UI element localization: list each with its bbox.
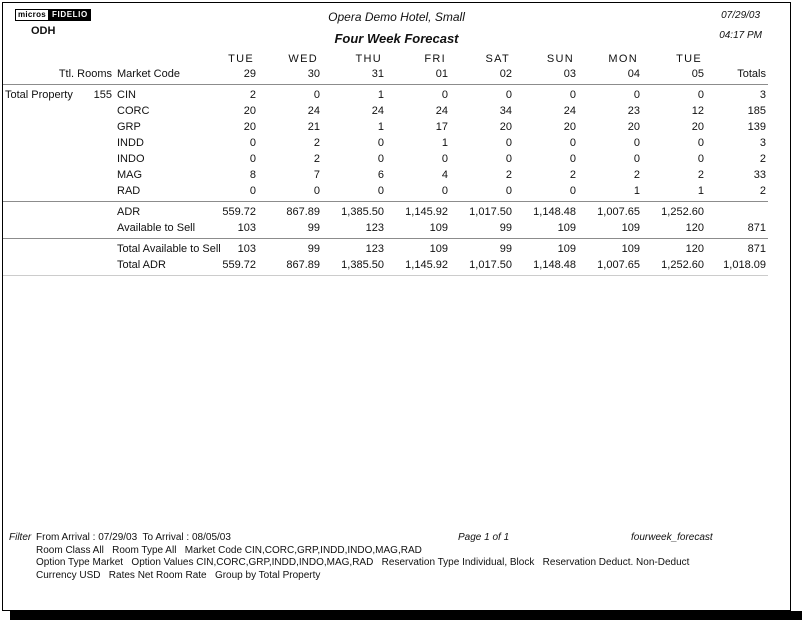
value-cell: 1,017.50 <box>469 206 512 218</box>
table-row <box>3 167 768 183</box>
ttl-rooms-cell <box>49 135 113 151</box>
value-cell: 0 <box>697 153 704 165</box>
value-cell: 1,145.92 <box>405 259 448 271</box>
row-label-cell: MAG <box>117 169 143 181</box>
value-cell: 2 <box>249 89 256 101</box>
row-label-cell: Available to Sell <box>117 222 196 234</box>
group-label-cell <box>3 151 49 167</box>
group-label-cell <box>3 103 49 119</box>
date-row <box>3 66 768 82</box>
value-cell: 0 <box>441 153 448 165</box>
value-cell: 559.72 <box>222 206 256 218</box>
report-page <box>2 2 791 611</box>
page-bottom-shadow <box>10 611 802 620</box>
value-cell: 20 <box>563 121 576 133</box>
fidelio-logo-text: FIDELIO <box>49 9 91 21</box>
report-title: Four Week Forecast <box>334 31 459 46</box>
adr-available-section <box>3 202 768 239</box>
row-label-cell: INDO <box>117 153 145 165</box>
day-name-row <box>3 52 768 66</box>
day-name-header: MON <box>608 53 638 65</box>
value-cell: 0 <box>697 89 704 101</box>
group-label-cell <box>3 204 49 220</box>
value-cell: 0 <box>377 153 384 165</box>
day-date-header: 05 <box>691 68 704 80</box>
value-cell: 0 <box>313 185 320 197</box>
total-cell: 871 <box>747 243 766 255</box>
day-name-header: SUN <box>546 53 574 65</box>
ttl-rooms-cell <box>49 220 113 236</box>
value-cell: 0 <box>569 185 576 197</box>
ttl-rooms-cell <box>49 103 113 119</box>
value-cell: 1 <box>441 137 448 149</box>
value-cell: 109 <box>621 243 640 255</box>
value-cell: 1,017.50 <box>469 259 512 271</box>
value-cell: 1,252.60 <box>661 259 704 271</box>
table-row <box>3 151 768 167</box>
value-cell: 0 <box>377 185 384 197</box>
value-cell: 2 <box>313 137 320 149</box>
value-cell: 0 <box>249 137 256 149</box>
value-cell: 103 <box>237 222 256 234</box>
empty-cell <box>49 52 113 66</box>
value-cell: 103 <box>237 243 256 255</box>
value-cell: 7 <box>313 169 320 181</box>
value-cell: 2 <box>313 153 320 165</box>
value-cell: 99 <box>307 243 320 255</box>
value-cell: 109 <box>621 222 640 234</box>
value-cell: 12 <box>691 105 704 117</box>
value-cell: 1 <box>633 185 640 197</box>
value-cell: 0 <box>505 137 512 149</box>
ttl-rooms-cell <box>49 257 113 273</box>
table-row <box>3 257 768 273</box>
filter-line: Option Type Market Option Values CIN,CORC,GRP,INDD,INDO,MAG,RAD Reservation Type Individual, Block Reservation Deduct. Non-Deduct <box>36 557 690 569</box>
value-cell: 34 <box>499 105 512 117</box>
day-name-header: TUE <box>676 53 702 65</box>
value-cell: 0 <box>697 137 704 149</box>
value-cell: 0 <box>505 185 512 197</box>
group-label-cell <box>3 257 49 273</box>
value-cell: 1 <box>377 89 384 101</box>
value-cell: 24 <box>563 105 576 117</box>
value-cell: 1,148.48 <box>533 259 576 271</box>
value-cell: 1,148.48 <box>533 206 576 218</box>
day-date-header: 04 <box>627 68 640 80</box>
ttl-rooms-cell <box>49 241 113 257</box>
group-label-cell <box>3 167 49 183</box>
value-cell: 0 <box>505 89 512 101</box>
value-cell: 1 <box>697 185 704 197</box>
value-cell: 867.89 <box>286 206 320 218</box>
value-cell: 109 <box>557 222 576 234</box>
value-cell: 0 <box>249 185 256 197</box>
value-cell: 20 <box>243 105 256 117</box>
filter-label: Filter <box>9 532 32 543</box>
day-name-header: THU <box>355 53 382 65</box>
row-label-cell: Total ADR <box>117 259 166 271</box>
value-cell: 559.72 <box>222 259 256 271</box>
value-cell: 0 <box>505 153 512 165</box>
group-label-cell <box>3 183 49 199</box>
market-code-section <box>3 85 768 202</box>
table-row <box>3 87 768 103</box>
value-cell: 0 <box>569 153 576 165</box>
group-label-cell <box>3 135 49 151</box>
row-label-cell: CORC <box>117 105 150 117</box>
report-datetime <box>719 10 762 41</box>
value-cell: 99 <box>499 222 512 234</box>
day-name-header: SAT <box>485 53 510 65</box>
day-date-header: 30 <box>307 68 320 80</box>
hotel-name: Opera Demo Hotel, Small <box>328 10 465 24</box>
day-date-header: 02 <box>499 68 512 80</box>
row-label-cell: CIN <box>117 89 136 101</box>
value-cell: 1,145.92 <box>405 206 448 218</box>
total-cell <box>705 204 767 220</box>
value-cell: 0 <box>633 153 640 165</box>
value-cell: 0 <box>313 89 320 101</box>
value-cell: 2 <box>505 169 512 181</box>
micros-logo-text: micros <box>15 9 49 21</box>
value-cell: 1,385.50 <box>341 259 384 271</box>
ttl-rooms-header: Ttl. Rooms <box>58 68 112 80</box>
value-cell: 21 <box>307 121 320 133</box>
group-label-cell <box>3 220 49 236</box>
table-row <box>3 220 768 236</box>
totals-section <box>3 239 768 276</box>
row-label-cell: Total Available to Sell <box>117 243 221 255</box>
value-cell: 20 <box>243 121 256 133</box>
value-cell: 109 <box>429 243 448 255</box>
value-cell: 0 <box>441 89 448 101</box>
total-cell: 2 <box>759 153 766 165</box>
table-row <box>3 119 768 135</box>
value-cell: 1,007.65 <box>597 206 640 218</box>
value-cell: 0 <box>633 89 640 101</box>
value-cell: 1,385.50 <box>341 206 384 218</box>
total-cell: 2 <box>759 185 766 197</box>
empty-cell <box>705 52 767 66</box>
value-cell: 109 <box>429 222 448 234</box>
ttl-rooms-cell <box>49 119 113 135</box>
day-name-header: WED <box>288 53 318 65</box>
total-cell: 1,018.09 <box>723 259 766 271</box>
total-cell: 139 <box>747 121 766 133</box>
value-cell: 123 <box>365 222 384 234</box>
row-label-cell: GRP <box>117 121 141 133</box>
report-time: 04:17 PM <box>719 30 762 41</box>
filter-line: From Arrival : 07/29/03 To Arrival : 08/05/03 <box>36 532 231 543</box>
value-cell: 0 <box>377 137 384 149</box>
row-label-cell: RAD <box>117 185 141 197</box>
value-cell: 6 <box>377 169 384 181</box>
ttl-rooms-cell <box>49 167 113 183</box>
value-cell: 120 <box>685 222 704 234</box>
table-row <box>3 241 768 257</box>
filter-line: Room Class All Room Type All Market Code CIN,CORC,GRP,INDD,INDO,MAG,RAD <box>36 544 422 556</box>
table-row <box>3 103 768 119</box>
property-code: ODH <box>31 25 56 37</box>
totals-header: Totals <box>737 68 766 80</box>
ttl-rooms-cell: 155 <box>93 89 112 101</box>
total-cell: 3 <box>759 89 766 101</box>
day-name-header: TUE <box>228 53 254 65</box>
group-label-cell <box>3 119 49 135</box>
value-cell: 0 <box>569 89 576 101</box>
total-cell: 33 <box>753 169 766 181</box>
value-cell: 17 <box>435 121 448 133</box>
value-cell: 8 <box>249 169 256 181</box>
forecast-table <box>3 52 768 276</box>
value-cell: 99 <box>307 222 320 234</box>
group-label-cell: Total Property <box>5 89 73 101</box>
table-header <box>3 52 768 85</box>
value-cell: 120 <box>685 243 704 255</box>
value-cell: 1,252.60 <box>661 206 704 218</box>
table-row <box>3 204 768 220</box>
total-cell: 185 <box>747 105 766 117</box>
value-cell: 20 <box>627 121 640 133</box>
row-label-cell: INDD <box>117 137 144 149</box>
value-cell: 23 <box>627 105 640 117</box>
value-cell: 24 <box>371 105 384 117</box>
day-date-header: 29 <box>243 68 256 80</box>
row-label-cell: ADR <box>117 206 141 218</box>
value-cell: 2 <box>633 169 640 181</box>
day-date-header: 03 <box>563 68 576 80</box>
value-cell: 99 <box>499 243 512 255</box>
group-label-cell <box>3 241 49 257</box>
value-cell: 24 <box>307 105 320 117</box>
value-cell: 1 <box>377 121 384 133</box>
report-file-name: fourweek_forecast <box>631 532 713 543</box>
value-cell: 123 <box>365 243 384 255</box>
value-cell: 109 <box>557 243 576 255</box>
empty-cell <box>113 52 193 66</box>
report-header <box>3 10 790 46</box>
total-cell: 871 <box>747 222 766 234</box>
page-info: Page 1 of 1 <box>458 532 510 543</box>
table-row <box>3 135 768 151</box>
day-date-header: 31 <box>371 68 384 80</box>
value-cell: 867.89 <box>286 259 320 271</box>
market-code-header: Market Code <box>117 68 180 80</box>
filter-line: Currency USD Rates Net Room Rate Group by Total Property <box>36 569 321 581</box>
value-cell: 0 <box>441 185 448 197</box>
value-cell: 0 <box>633 137 640 149</box>
ttl-rooms-cell <box>49 183 113 199</box>
ttl-rooms-cell <box>49 204 113 220</box>
value-cell: 2 <box>697 169 704 181</box>
value-cell: 0 <box>249 153 256 165</box>
report-date: 07/29/03 <box>721 10 761 21</box>
value-cell: 4 <box>441 169 448 181</box>
filter-lines <box>36 532 689 582</box>
value-cell: 20 <box>691 121 704 133</box>
value-cell: 0 <box>569 137 576 149</box>
empty-cell <box>3 52 49 66</box>
total-cell: 3 <box>759 137 766 149</box>
ttl-rooms-cell <box>49 151 113 167</box>
day-name-header: FRI <box>424 53 446 65</box>
day-date-header: 01 <box>435 68 448 80</box>
value-cell: 24 <box>435 105 448 117</box>
empty-cell <box>3 66 49 82</box>
value-cell: 1,007.65 <box>597 259 640 271</box>
table-row <box>3 183 768 199</box>
value-cell: 2 <box>569 169 576 181</box>
value-cell: 20 <box>499 121 512 133</box>
